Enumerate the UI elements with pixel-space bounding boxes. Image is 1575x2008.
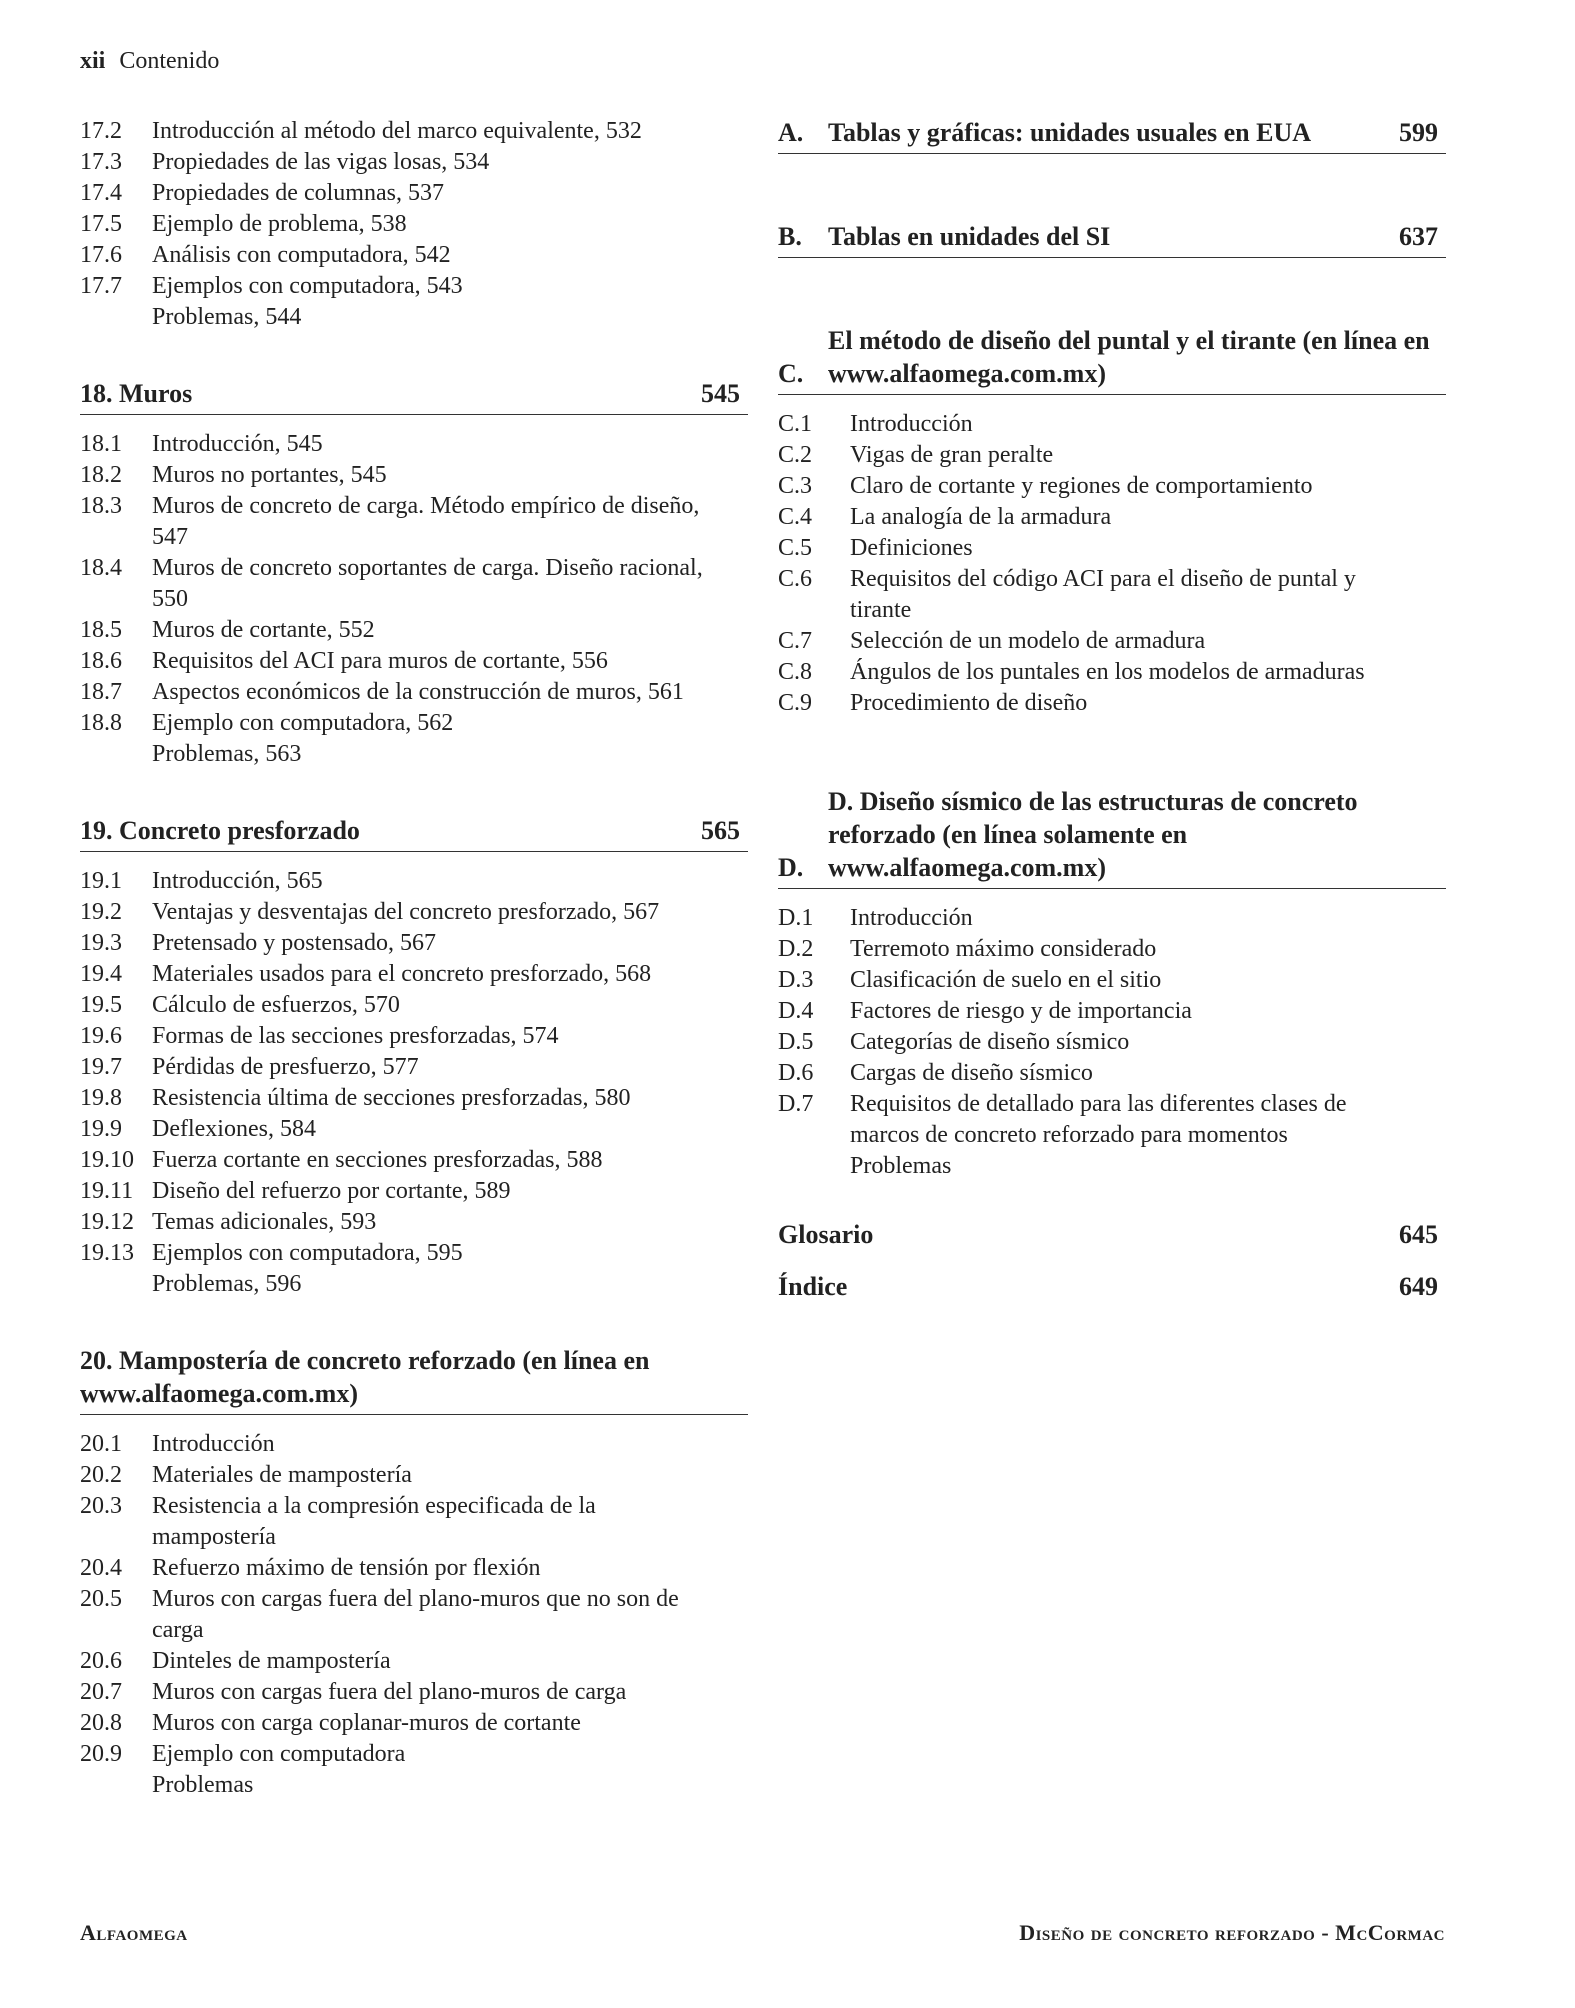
toc-entry-number: 19.1 [80,868,122,894]
appendix-title: D. Diseño sísmico de las estructuras de concreto reforzado (en línea solamente en www.alfaomega.com.mx) [828,787,1358,882]
toc-entry [778,409,1446,440]
toc-entry-number: 17.4 [80,180,122,206]
toc-entry [80,271,748,302]
toc-entry-text: Ejemplos con computadora, 543 [152,273,463,299]
indice-title: Índice [778,1272,848,1301]
toc-entry-text: Introducción [850,905,973,931]
appendix-letter: B. [778,222,802,251]
toc-entry-text: Ejemplo de problema, 538 [152,211,407,237]
toc-entry-number: 17.5 [80,211,122,237]
toc-entry-text: Clasificación de suelo en el sitio [850,967,1162,993]
toc-entry-text: Cargas de diseño sísmico [850,1060,1093,1086]
toc-entry [778,688,1446,719]
toc-entry-number: 18.5 [80,617,122,643]
toc-entry [80,1429,748,1460]
toc-entry-text: Definiciones [850,535,973,561]
appendix-letter: C. [778,359,804,388]
appendix-c [778,324,1446,719]
toc-entry [778,471,1446,502]
toc-entry [80,708,748,739]
chapter-17-continuation [80,116,748,333]
page-header [80,46,219,76]
toc-entry-text: Resistencia a la compresión especificada de la [152,1493,596,1519]
toc-entry-number: 19.7 [80,1054,122,1080]
toc-entry-number: 20.6 [80,1648,122,1674]
toc-entry [80,615,748,646]
toc-entry [80,646,748,677]
toc-entry-number: D.2 [778,936,814,962]
toc-entry-number: 19.8 [80,1085,122,1111]
toc-entry [80,240,748,271]
toc-entry-number: C.5 [778,535,813,561]
appendix-heading [778,220,1446,258]
toc-entry-number: 20.2 [80,1462,122,1488]
appendix-heading [778,785,1446,889]
toc-entry [80,1708,748,1739]
toc-entry [778,502,1446,533]
toc-entry-text: Procedimiento de diseño [850,690,1088,716]
toc-entry-text: Diseño del refuerzo por cortante, 589 [152,1178,511,1204]
toc-problems: Problemas [850,1153,952,1179]
glosario-title: Glosario [778,1220,874,1249]
indice-page: 649 [1399,1272,1438,1301]
toc-entry-number: 19.4 [80,961,122,987]
toc-entry [778,1058,1446,1089]
toc-entry [80,928,748,959]
appendix-heading [778,116,1446,154]
right-column [778,116,1446,1303]
toc-entry-number: D.4 [778,998,814,1024]
toc-entry-text: Terremoto máximo considerado [850,936,1157,962]
toc-entry-continuation: mampostería [152,1524,276,1550]
toc-entry [80,1052,748,1083]
toc-entry-number: 20.1 [80,1431,122,1457]
toc-entry [80,1021,748,1052]
toc-entry-text: Ejemplos con computadora, 595 [152,1240,463,1266]
toc-entry-number: 18.1 [80,431,122,457]
toc-entry [80,1491,748,1522]
toc-entry-text: Cálculo de esfuerzos, 570 [152,992,400,1018]
left-column [80,116,748,1801]
toc-entry-text: Fuerza cortante en secciones presforzadas, 588 [152,1147,603,1173]
toc-entry-continuation: carga [152,1617,204,1643]
toc-entry-number: D.6 [778,1060,814,1086]
toc-entry-number: 17.3 [80,149,122,175]
toc-entry-text: Selección de un modelo de armadura [850,628,1206,654]
chapter-page: 565 [701,816,740,845]
toc-entry-number: 19.9 [80,1116,122,1142]
chapter-heading [80,377,748,415]
toc-entry-number: 20.5 [80,1586,122,1612]
toc-entry [778,996,1446,1027]
toc-entry-number: 19.6 [80,1023,122,1049]
toc-entry [80,959,748,990]
toc-entry-number: 19.3 [80,930,122,956]
toc-entry [778,657,1446,688]
toc-entry [80,866,748,897]
chapter-title: 18. Muros [80,379,193,408]
toc-entry-text: Muros de concreto de carga. Método empírico de diseño, [152,493,700,519]
toc-entry [80,1176,748,1207]
toc-entry [778,934,1446,965]
appendix-title: Tablas y gráficas: unidades usuales en EUA [828,118,1312,147]
chapter-20 [80,1344,748,1801]
toc-list [80,116,748,302]
toc-entry-text: Resistencia última de secciones presforzadas, 580 [152,1085,631,1111]
toc-entry-number: 17.7 [80,273,122,299]
glosario-page: 645 [1399,1220,1438,1249]
toc-entry-text: Muros con cargas fuera del plano-muros que no son de [152,1586,679,1612]
chapter-title: 20. Mampostería de concreto reforzado (en línea en www.alfaomega.com.mx) [80,1346,650,1408]
toc-entry [80,990,748,1021]
toc-entry [80,1739,748,1770]
toc-entry-continuation: 550 [152,586,188,612]
appendix-letter: D. [778,853,804,882]
toc-entry-text: Ejemplo con computadora [152,1741,406,1767]
toc-entry-number: 17.6 [80,242,122,268]
toc-entry [80,116,748,147]
toc-entry [80,1460,748,1491]
toc-entry [80,1083,748,1114]
toc-entry-number: D.7 [778,1091,814,1117]
appendix-a [778,116,1446,154]
toc-problems: Problemas [152,1772,254,1798]
toc-entry-text: Análisis con computadora, 542 [152,242,451,268]
toc-entry-number: 19.2 [80,899,122,925]
appendix-title: Tablas en unidades del SI [828,222,1111,251]
toc-entry-text: La analogía de la armadura [850,504,1112,530]
toc-entry [778,1027,1446,1058]
toc-entry-number: D.3 [778,967,814,993]
toc-entry [80,1646,748,1677]
indice-entry [778,1270,1446,1303]
toc-entry-text: Aspectos económicos de la construcción de muros, 561 [152,679,684,705]
toc-entry [778,1089,1446,1120]
chapter-19 [80,814,748,1300]
toc-entry [80,147,748,178]
page-header-title: Contenido [119,48,220,74]
chapter-page: 545 [701,379,740,408]
toc-entry [80,1114,748,1145]
toc-entry [80,897,748,928]
footer-publisher: Alfaomega [80,1920,188,1945]
toc-entry [80,1207,748,1238]
appendix-letter: A. [778,118,804,147]
toc-entry-text: Muros de concreto soportantes de carga. Diseño racional, [152,555,703,581]
toc-entry-text: Introducción [850,411,973,437]
toc-entry-text: Muros no portantes, 545 [152,462,387,488]
appendix-title: El método de diseño del puntal y el tirante (en línea en www.alfaomega.com.mx) [828,326,1430,388]
toc-entry-text: Ventajas y desventajas del concreto presforzado, 567 [152,899,660,925]
toc-entry-text: Introducción, 565 [152,868,323,894]
toc-entry [80,1238,748,1269]
toc-entry-number: 19.12 [80,1209,134,1235]
toc-entry [778,903,1446,934]
footer-book-title: Diseño de concreto reforzado - McCormac [1019,1920,1445,1945]
toc-entry [80,677,748,708]
toc-entry-text: Pretensado y postensado, 567 [152,930,436,956]
toc-problems: Problemas, 563 [152,741,302,767]
toc-entry [778,564,1446,595]
toc-entry-number: 20.7 [80,1679,122,1705]
toc-entry-number: 18.8 [80,710,122,736]
toc-entry-continuation: tirante [850,597,912,623]
toc-entry-number: C.8 [778,659,813,685]
toc-entry-text: Introducción, 545 [152,431,323,457]
toc-entry-number: C.4 [778,504,813,530]
toc-entry-text: Muros de cortante, 552 [152,617,375,643]
toc-entry-number: 18.2 [80,462,122,488]
back-matter [778,1218,1446,1303]
toc-entry-number: 20.4 [80,1555,122,1581]
toc-entry-text: Temas adicionales, 593 [152,1209,377,1235]
toc-list [778,409,1446,719]
glosario-entry [778,1218,1446,1251]
toc-entry-number: C.3 [778,473,813,499]
toc-list [80,429,748,739]
toc-entry-text: Formas de las secciones presforzadas, 574 [152,1023,559,1049]
toc-entry-text: Requisitos de detallado para las diferentes clases de [850,1091,1347,1117]
toc-entry-number: 18.7 [80,679,122,705]
toc-entry-number: D.1 [778,905,814,931]
chapter-title: 19. Concreto presforzado [80,816,360,845]
toc-entry-number: 19.10 [80,1147,134,1173]
appendix-page: 599 [1399,118,1438,147]
toc-entry-number: 19.13 [80,1240,134,1266]
toc-list [80,866,748,1269]
toc-entry-text: Dinteles de mampostería [152,1648,391,1674]
toc-entry-text: Muros con carga coplanar-muros de cortante [152,1710,581,1736]
toc-entry-number: 18.6 [80,648,122,674]
toc-entry [80,178,748,209]
toc-entry [80,209,748,240]
toc-entry-text: Materiales de mampostería [152,1462,412,1488]
toc-entry-continuation: marcos de concreto reforzado para momentos [850,1122,1288,1148]
toc-entry [80,1584,748,1615]
toc-entry-text: Vigas de gran peralte [850,442,1054,468]
appendix-page: 637 [1399,222,1438,251]
appendix-b [778,220,1446,258]
toc-entry-text: Introducción [152,1431,275,1457]
toc-entry [80,491,748,522]
toc-entry-continuation: 547 [152,524,188,550]
toc-entry-number: D.5 [778,1029,814,1055]
toc-entry [80,460,748,491]
toc-problems: Problemas, 544 [152,304,302,330]
toc-entry-text: Materiales usados para el concreto presforzado, 568 [152,961,652,987]
toc-entry-number: C.9 [778,690,813,716]
toc-entry-number: C.2 [778,442,813,468]
chapter-heading [80,814,748,852]
toc-entry [778,626,1446,657]
toc-entry-number: 17.2 [80,118,122,144]
appendix-heading [778,324,1446,395]
toc-problems: Problemas, 596 [152,1271,302,1297]
toc-entry [80,429,748,460]
toc-entry-text: Requisitos del código ACI para el diseño de puntal y [850,566,1356,592]
toc-entry-text: Muros con cargas fuera del plano-muros de carga [152,1679,627,1705]
toc-entry-text: Requisitos del ACI para muros de cortante, 556 [152,648,608,674]
toc-entry [80,1145,748,1176]
toc-entry-text: Pérdidas de presfuerzo, 577 [152,1054,419,1080]
toc-entry-number: 19.5 [80,992,122,1018]
toc-entry-text: Claro de cortante y regiones de comportamiento [850,473,1313,499]
toc-entry [80,1553,748,1584]
toc-entry-number: C.6 [778,566,813,592]
toc-entry-text: Introducción al método del marco equivalente, 532 [152,118,642,144]
toc-entry-number: 20.9 [80,1741,122,1767]
toc-entry-number: 20.8 [80,1710,122,1736]
toc-entry-number: 19.11 [80,1178,134,1204]
toc-entry-text: Ángulos de los puntales en los modelos de armaduras [850,659,1365,685]
toc-entry [778,440,1446,471]
chapter-18 [80,377,748,770]
toc-entry-text: Factores de riesgo y de importancia [850,998,1192,1024]
page-number: xii [80,48,106,74]
toc-entry-text: Propiedades de las vigas losas, 534 [152,149,490,175]
toc-entry-text: Categorías de diseño sísmico [850,1029,1130,1055]
toc-entry-number: C.1 [778,411,813,437]
toc-entry [80,553,748,584]
toc-list [778,903,1446,1151]
toc-entry-text: Refuerzo máximo de tensión por flexión [152,1555,541,1581]
toc-entry-text: Ejemplo con computadora, 562 [152,710,454,736]
toc-entry [778,965,1446,996]
toc-entry-text: Propiedades de columnas, 537 [152,180,444,206]
appendix-d [778,785,1446,1182]
toc-entry-number: 20.3 [80,1493,122,1519]
toc-entry-text: Deflexiones, 584 [152,1116,316,1142]
toc-entry [778,533,1446,564]
toc-entry-number: C.7 [778,628,813,654]
toc-entry-number: 18.3 [80,493,122,519]
toc-list [80,1429,748,1770]
toc-entry-number: 18.4 [80,555,122,581]
chapter-heading [80,1344,748,1415]
toc-entry [80,1677,748,1708]
